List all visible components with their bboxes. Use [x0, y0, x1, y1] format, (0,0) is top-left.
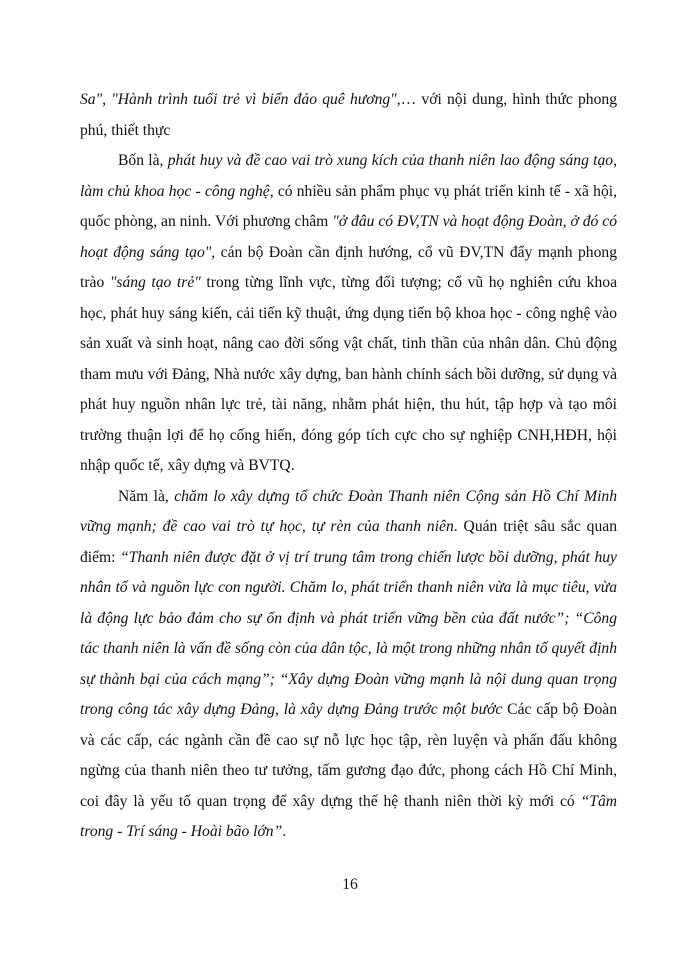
- body-text: [80, 85, 617, 848]
- paragraph-continuation: [80, 85, 617, 146]
- paragraph-2-movement: "sáng tạo trẻ": [109, 274, 201, 291]
- paragraph-3-lead: Năm là,: [118, 487, 175, 505]
- paragraph-fifth-point: [80, 482, 617, 848]
- paragraph-fourth-point: [80, 146, 617, 482]
- page-number: 16: [342, 876, 358, 893]
- paragraph-2-text-3: trong từng lĩnh vực, từng đối tượng; cổ vũ họ nghiên cứu khoa học, phát huy sáng kiến, cải tiến kỹ thuật, ứng dụng tiến bộ khoa học - công nghệ vào sản xuất và sinh hoạt, nâng cao đời sống vật chất, tinh thần của nhân dân. Chủ động tham mưu với Đảng, Nhà nước xây dựng, ban hành chính sách bồi dưỡng, sử dụng và phát huy nguồn nhân lực trẻ, tài năng, nhằm phát hiện, thu hút, tập hợp và tạo môi trường thuận lợi để họ cống hiến, đóng góp tích cực cho sự nghiệp CNH,HĐH, hội nhập quốc tế, xây dựng và BVTQ.: [80, 274, 617, 474]
- paragraph-2-text-2: , cán bộ Đoàn cần định hướng, cổ vũ ĐV,TN đẩy mạnh phong trào: [80, 243, 617, 291]
- paragraph-1-text: ,… với nội dung, hình thức phong phú, thiết thực: [80, 91, 617, 139]
- paragraph-3-motto: “Tâm trong - Trí sáng - Hoài bão lớn”: [80, 792, 617, 840]
- paragraph-3-end: .: [282, 823, 287, 840]
- paragraph-2-text-1: có nhiều sản phẩm phục vụ phát triển kinh tế - xã hội, quốc phòng, an ninh. Với phương châm: [80, 182, 617, 230]
- paragraph-3-text-1: . Quán triệt sâu sắc quan điểm:: [80, 518, 617, 566]
- paragraph-2-lead: Bốn là,: [118, 152, 168, 169]
- paragraph-3-heading: chăm lo xây dựng tổ chức Đoàn Thanh niên Cộng sản Hồ Chí Minh vững mạnh; đề cao vai trò tự học, tự rèn của thanh niên: [80, 487, 617, 535]
- paragraph-2-motto: "ở đâu có ĐV,TN và hoạt động Đoàn, ở đó có hoạt động sáng tạo": [80, 213, 617, 261]
- paragraph-3-quote: “Thanh niên được đặt ở vị trí trung tâm trong chiến lược bồi dưỡng, phát huy nhân tố và nguồn lực con người. Chăm lo, phát triển thanh niên vừa là mục tiêu, vừa là động lực bảo đảm cho sự ổn định và phát triển vững bền của đất nước”; “Công tác thanh niên là vấn đề sống còn của dân tộc, là một trong những nhân tố quyết định sự thành bại của cách mạng”; “Xây dựng Đoàn vững mạnh là nội dung quan trọng trong công tác xây dựng Đảng, là xây dựng Đảng trước một bước: [80, 548, 617, 718]
- paragraph-2-heading: phát huy và đề cao vai trò xung kích của thanh niên lao động sáng tạo, làm chủ khoa học - công nghệ,: [80, 152, 617, 200]
- event-names: Sa", "Hành trình tuổi trẻ vì biển đảo quê hương": [80, 91, 397, 108]
- paragraph-3-text-2: Các cấp bộ Đoàn và các cấp, các ngành cần đề cao sự nỗ lực học tập, rèn luyện và phấn đấu không ngừng của thanh niên theo tư tưởng, tấm gương đạo đức, phong cách Hồ Chí Minh, coi đây là yếu tố quan trọng để xây dựng thế hệ thanh niên thời kỳ mới có: [80, 701, 617, 810]
